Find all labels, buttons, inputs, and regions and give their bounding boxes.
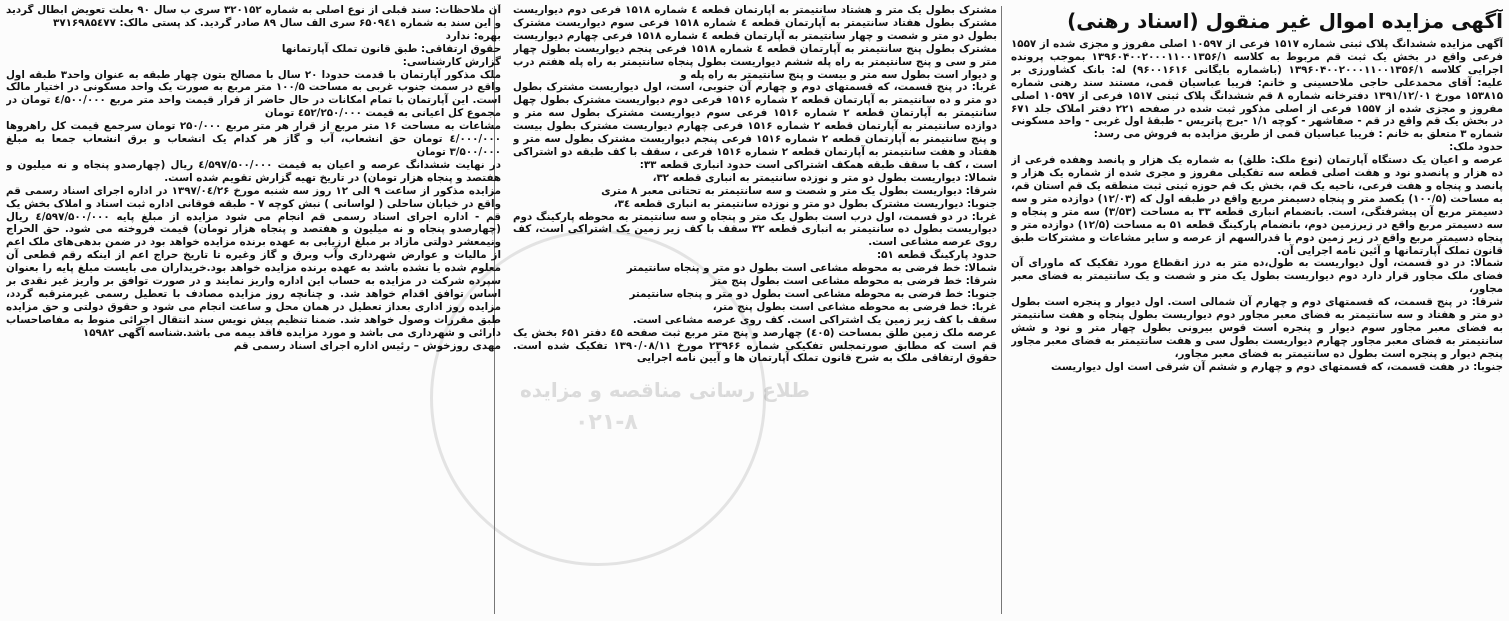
west-boundary: غربا: در پنج قسمت، که قسمتهای دوم و چهارم آن جنوبی، است، اول دیواریست مشترک بطول دو متر و ده سانتیمتر به آپارتمان قطعه ۲ شماره ۱۵۱۶ فرعی دوم دیواریست مشترک بطول چهل سانتیمتر به آپارتمان قطعه ۲ شماره ۱۵۱۶ فرعی سوم دیواریست مشترک بطول سه متر و دوازده سانتیمتر به آپارتمان قطعه ۲ شماره ۱۵۱۶ فرعی چهارم دیواریست مشترک بطول بیست و پنج سانتیمتر به آپارتمان قطعه ۲ شماره ۱۵۱۶ فرعی پنجم دیواریست مشترک بطول سه متر و هفتاد و هفت سانتیمتر به آپارتمان قطعه ۲ شماره ۱۵۱۶ فرعی ، سقف با کف طبقه دو اشتراکی است ، کف با سقف طبقه همکف اشتراکی است حدود انباری قطعه ۳۳: — [513, 81, 997, 171]
south-boundary-continued: مشترک بطول یک متر و هشتاد سانتیمتر به آپارتمان قطعه ٤ شماره ۱۵۱۸ فرعی دوم دیواریست مشترک بطول هفتاد سانتیمتر به آپارتمان قطعه ٤ شماره ۱۵۱۸ فرعی سوم دیواریست مشترک بطول دو متر و شصت و چهار سانتیمتر به آپارتمان قطعه ٤ شماره ۱۵۱۸ فرعی چهارم دیواریست مشترک بطول پنج سانتیمتر به آپارتمان قطعه ٤ شماره ۱۵۱۸ فرعی پنجم دیواریست بطول چهار متر و سی و پنج سانتیمتر به راه پله ششم دیواریست بطول پنجاه سانتیمتر به راه پله هفتم درب و دیوار است بطول سه متر و بیست و پنج سانتیمتر به راه پله و — [513, 4, 997, 81]
property-description: عرصه و اعیان یک دستگاه آپارتمان (نوع ملک: طلق) به شماره یک هزار و پانصد وهفده فرعی از ده هزار و پانصدو نود و هفت اصلی قطعه سه تفکیلی مفروز و مجری شده از شماره یک هزار و پانصد و پنجاه و هفت فرعی، ناحیه یک قم، بخش یک قم حوزه ثبتی ثبت منطقه یک قم استان قم، به مساحت (۱۰۰/۵) یکصد متر و پنجاه دسیمتر مربع واقع در طبقه اول که (۱۲/۰۳) دوازده متر و سه دسیمتر مربع آن پیشرفتگی، است. بانضمام انباری قطعه ۳۳ به مساحت (۳/۵۳) سه متر و پنجاه و سه دسیمتر مربع واقع در زیرزمین دوم، بانضمام پارکینگ قطعه ۵۱ به مساحت (۱۲/۵) دوازده متر و پنجاه دسیمتر مربع واقع در زیر زمین دوم با قدرالسهم از عرصه و سایر مشاعات و مشترکات طبق قانون تملک آپارتمانها و آئین نامه اجرایی آن. — [1011, 154, 1503, 257]
final-valuation: در نهایت ششدانگ عرصه و اعیان به قیمت ٤/۵۹۷/۵۰۰/۰۰۰ ریال (چهارصدو پنجاه و نه میلیون و هفتصد و پنجاه هزار تومان) در تاریخ تهیه گزارش تقویم شده است. — [6, 158, 501, 184]
property-bounds-heading: حدود ملک: — [1449, 141, 1503, 154]
notice-column-3 — [6, 4, 501, 616]
notice-column-2 — [513, 4, 997, 616]
notes-paragraph: آن ملاحظات: سند قبلی از نوع اصلی به شماره ۳۲۰۱۵۲ سری ب سال ۹۰ بعلت تعویض ابطال گردید و این سند به شماره ۶۵۰۹٤۱ سری الف سال ۸۹ صادر گردید. کد پستی مالک: ۳۷۱۶۹۸۵٤۷۷ — [6, 4, 501, 29]
north-boundary: شمالا: در دو قسمت، اول دیواریست به طول،ده متر به درز انقطاع مورد تفکیک که ماورای آن فضای ملک مجاور قرار دارد دوم دیواریست بطول یک متر و شصت و یک سانتیمتر به فضای معبر مجاور، — [1011, 257, 1503, 296]
storage-east: شرقا: دیواریست بطول یک متر و شصت و سه سانتیمتر به تحتانی معبر ۸ متری — [601, 184, 997, 197]
easement-line: حقوق ارتفاقی: طبق قانون تملک آپارتمانها — [281, 42, 501, 55]
storage-west: غربا: در دو قسمت، اول درب است بطول یک متر و پنجاه و سه سانتیمتر به محوطه پارکینگ دوم دیواریست بطول ده سانتیمتر به انباری قطعه ۳۲ سقف با کف زیر زمین یک اشتراکی است، کف روی عرصه مشاعی است. — [513, 210, 997, 249]
parking-south: جنوبا: خط فرضی به محوطه مشاعی است بطول دو متر و پنجاه سانتیمتر — [629, 287, 997, 300]
common-areas: مشاعات به مساحت ۱۶ متر مربع از قرار هر متر مربع ۲۵۰/۰۰۰ تومان سرجمع قیمت کل راهروها ٤/۰۰۰/۰۰۰ تومان حق انشعاب، آب و گاز هر کدام یک انشعاب و برق انشعاب جمعا به مبلغ ۳/۵۰۰/۰۰۰ تومان — [6, 120, 501, 158]
east-boundary: شرقا: در پنج قسمت، که قسمتهای دوم و چهارم آن شمالی است. اول دیوار و پنجره است بطول دو متر و هفتاد و سه سانتیمتر به فضای معبر مجاور دوم دیواریست بطول پنجاه و هفت سانتیمتر به فضای معبر مجاور سوم دیوار و پنجره است قوس بیرونی بطول چهار متر و نود و شش سانتیمتر به فضای معبر مجاور چهارم دیواریست بطول سی و هفت سانتیمتر به فضای معبر مجاور پنجم دیوار و پنجره است بطول ده سانتیمتر به فضای معبر مجاور، — [1011, 296, 1503, 360]
notice-column-1 — [1011, 4, 1503, 616]
auction-terms: مزایده مذکور از ساعت ۹ الی ۱۲ روز سه شنبه مورخ ۱۳۹۷/۰٤/۲۶ در اداره اجرای اسناد رسمی قم واقع در خیابان ساحلی ( لواسانی ) نبش کوچه ۷ - طبقه فوقانی اداره ثبت اسناد و املاک بخش یک قم - اداره اجرای اسناد رسمی قم انجام می شود مزایده از مبلغ پایه ٤/۵۹۷/۵۰۰/۰۰۰ ریال (چهارصدو پنجاه و نه میلیون و هفتصد و پنجاه هزار تومان) قیمت فروخته می شود. حق الحراج ونیمعشر دولتی مازاد بر مبلغ ارزیابی به عهده برنده مزایده خواهد بود در ضمن بدهی‌های ملک اعم از مالیات و عوارض شهرداری وآب وبرق و گاز وغیره تا تاریخ حراج اعم از اینکه رقم قطعی آن معلوم شده یا نشده باشد به عهده برنده مزایده خواهد بود.خریداران می بایست مبلغ پایه را بعنوان سپرده شرکت در مزایده به حساب این اداره واریز نمایند و در صورت توافق بر واریز غیر نقدی بر اساس توافق اقدام خواهد شد. و چنانچه روز مزایده مصادف با تعطیل رسمی غیرمترقبه گردد، مزایده روز اداری بعداز تعطیل در همان محل و ساعت انجام می شود و حقوق دولتی و حق مزایده طبق مقررات وصول خواهد شد. ضمنا تنظیم پیش نویس سند انتقال اجرائی منوط به مفاصاحساب دارائی و شهرداری می باشد و مورد مزایده فاقد بیمه می باشد.شناسه آگهی ۱۵۹۸۲ — [6, 184, 501, 339]
expert-report: ملک مذکور آپارتمان با قدمت حدودا ۲۰ سال با مصالح بتون چهار طبقه به عنوان واحد۳ طبقه اول واقع در سمت جنوب غربی به مساحت ۱۰۰/۵ متر مربع به صورت یک واحد مسکونی در اختیار مالک است. این آپارتمان با تمام امکانات در حال حاضر از قرار قیمت واحد متر مربع ٤/۵۰۰/۰۰۰ تومان در مجموع کل اعیانی به قیمت ٤۵۲/۲۵۰/۰۰۰ تومان — [6, 68, 501, 120]
parking-north: شمالا: خط فرضی به محوطه مشاعی است بطول دو متر و پنجاه سانتیمتر — [626, 262, 997, 275]
column-divider — [1001, 6, 1002, 614]
interest-line: بهره: ندارد — [445, 29, 501, 42]
parking-bounds-heading: حدود پارکینگ قطعه ۵۱: — [877, 249, 997, 262]
watermark-phone: ۰۲۱-۸ — [575, 410, 638, 435]
land-description: عرصه ملک زمین طلق بمساحت (٤۰۵) چهارصد و پنج متر مربع ثبت صفحه ٤۵ دفتر ۶۵۱ بخش یک قم است که مطابق صورتمجلس تفکیکی شماره ۲۳۹۶۶ مورخ ۱۳۹۰/۰۸/۱۱ تفکیک شده است. حقوق ارتفاقی ملک به شرح قانون تملک آپارتمان ها و آیین نامه اجرایی — [513, 326, 997, 365]
parking-ceiling: سقف با کف زیر زمین یک اشتراکی است. کف روی عرصه مشاعی است. — [632, 313, 997, 326]
signature-line: مهدی روزخوش – رئیس اداره اجرای اسناد رسمی قم — [233, 339, 501, 352]
storage-south: جنوبا: دیواریست مشترک بطول دو متر و نوزده سانتیمتر به انباری قطعه ۳٤، — [613, 197, 997, 210]
parking-west: غربا: خط فرضی به محوطه مشاعی است بطول پنج متر، — [712, 300, 997, 313]
south-boundary-start: جنوبا: در هفت قسمت، که قسمتهای دوم و چهارم و ششم آن شرقی است اول دیواریست — [1051, 360, 1503, 373]
intro-paragraph: آگهی مزایده ششدانگ پلاک ثبتی شماره ۱۵۱۷ فرعی از ۱۰۵۹۷ اصلی مفروز و مجزی شده از ۱۵۵۷ فرعی واقع در بخش یک ثبت قم مربوط به کلاسه ۱۳۹۶۰۴۰۰۲۰۰۰۱۱۰۰۱۳۵۶/۱ بموجب پرونده اجرایی کلاسه ۱۳۹۶۰۴۰۰۲۰۰۰۱۱۰۰۱۳۵۶/۱ (باشماره بایگانی ۹۶۰۰۱۶۱۶) له: بانک کشاورزی بر علیه: آقای محمدعلی حاجی ملاحسینی و خانم: فریبا عباسیان قمی، مستند سند رهنی شماره ۱۵۳۸۱۵ مورخ ۱۳۹۱/۱۲/۰۱ دفترخانه شماره ۸ قم ششدانگ پلاک ثبتی ۱۵۱۷ فرعی از ۱۰۵۹۷ اصلی مفروز و مجزی شده از ۱۵۵۷ فرعی از اصلی مذکور ثبت شده در صفحه ۲۲۱ دفتر املاک جلد ۶۷۱ در بخش یک قم واقع در قم - صفاشهر - کوچه ۱/۱ -برج پاتریس - طبقهٔ اول غربی - واحد مسکونی شماره ۳ متعلق به خانم : فریبا عباسیان قمی از طریق مزایده به فروش می رسد: — [1011, 38, 1503, 141]
notice-title: آگهی مزایده اموال غیر منقول (اسناد رهنی) — [1067, 9, 1503, 33]
storage-north: شمالا: دیواریست بطول دو متر و نوزده سانتیمتر به انباری قطعه ۳۲، — [652, 171, 997, 184]
watermark-text: طلاع رسانی مناقصه و مزایده — [520, 378, 810, 402]
parking-east: شرقا: خط فرضی به محوطه مشاعی است بطول پنج متر — [710, 275, 997, 288]
expert-report-heading: گزارش کارشناسی: — [402, 55, 501, 68]
